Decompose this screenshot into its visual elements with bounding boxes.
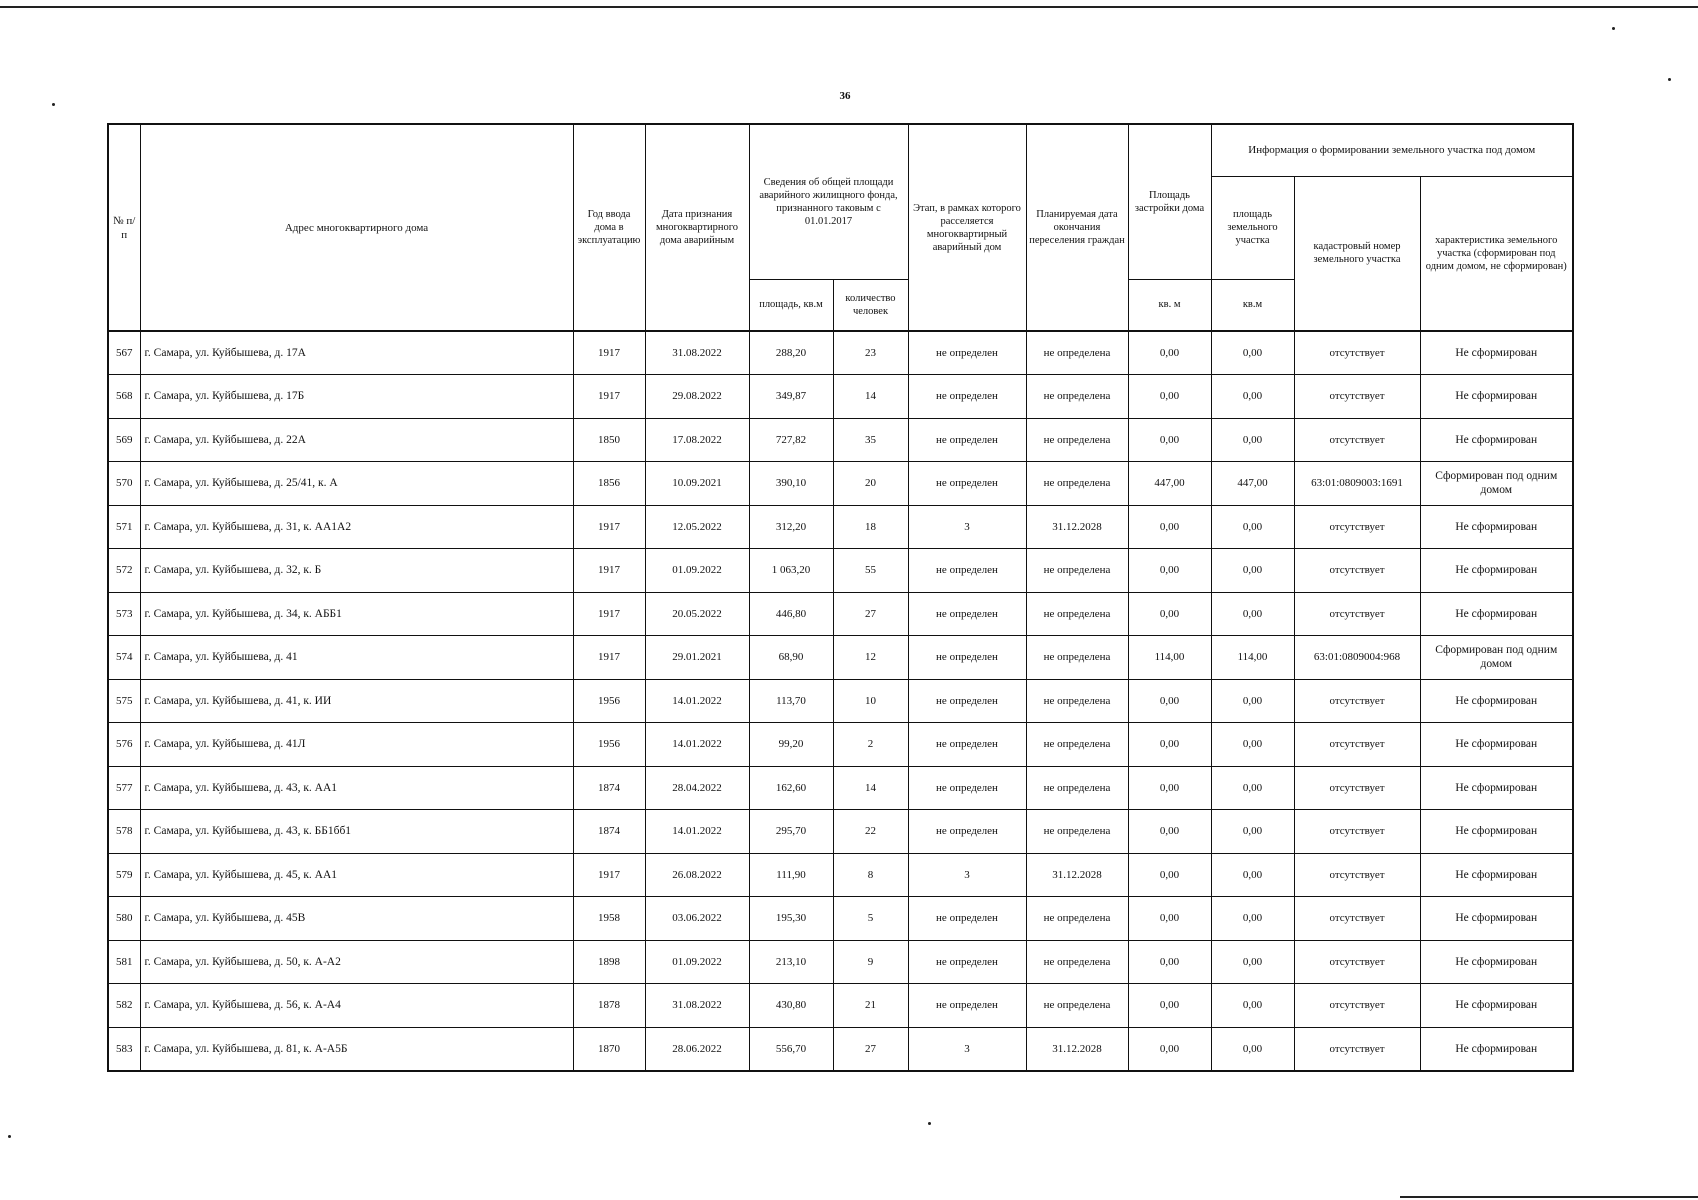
cell-build-area: 0,00 [1128, 940, 1211, 984]
cell-year: 1917 [573, 853, 645, 897]
cell-year: 1956 [573, 679, 645, 723]
cell-land-area: 0,00 [1211, 940, 1294, 984]
cell-build-area: 0,00 [1128, 810, 1211, 854]
cell-stage: не определен [908, 462, 1026, 506]
cell-address: г. Самара, ул. Куйбышева, д. 17Б [140, 375, 573, 419]
cell-planned: не определена [1026, 592, 1128, 636]
cell-stage: не определен [908, 592, 1026, 636]
scan-speck [1612, 27, 1615, 30]
cell-land-char: Не сформирован [1420, 984, 1573, 1028]
cell-people: 22 [833, 810, 908, 854]
cell-address: г. Самара, ул. Куйбышева, д. 41Л [140, 723, 573, 767]
cell-people: 18 [833, 505, 908, 549]
cell-num: 579 [108, 853, 140, 897]
cell-land-area: 0,00 [1211, 723, 1294, 767]
cell-cadastral: отсутствует [1294, 940, 1420, 984]
cell-people: 2 [833, 723, 908, 767]
cell-area: 446,80 [749, 592, 833, 636]
table-row [108, 723, 1573, 767]
scan-speck [928, 1122, 931, 1125]
cell-land-area: 0,00 [1211, 810, 1294, 854]
cell-land-area: 0,00 [1211, 679, 1294, 723]
scan-speck [52, 103, 55, 106]
cell-date: 20.05.2022 [645, 592, 749, 636]
header-emergency-fund: Сведения об общей площади аварийного жилищного фонда, признанного таковым с 01.01.2017 [749, 124, 908, 279]
cell-address: г. Самара, ул. Куйбышева, д. 43, к. ББ1бб1 [140, 810, 573, 854]
cell-land-char: Не сформирован [1420, 853, 1573, 897]
table-row [108, 592, 1573, 636]
cell-cadastral: отсутствует [1294, 375, 1420, 419]
table-body [108, 331, 1573, 1071]
cell-build-area: 0,00 [1128, 679, 1211, 723]
cell-address: г. Самара, ул. Куйбышева, д. 41, к. ИИ [140, 679, 573, 723]
cell-address: г. Самара, ул. Куйбышева, д. 25/41, к. А [140, 462, 573, 506]
cell-land-char: Не сформирован [1420, 679, 1573, 723]
table-row [108, 984, 1573, 1028]
table-row [108, 331, 1573, 375]
cell-land-area: 0,00 [1211, 766, 1294, 810]
cell-year: 1874 [573, 766, 645, 810]
header-num: № п/п [108, 124, 140, 331]
cell-num: 575 [108, 679, 140, 723]
cell-cadastral: отсутствует [1294, 897, 1420, 941]
cell-stage: не определен [908, 679, 1026, 723]
table-row [108, 505, 1573, 549]
cell-planned: не определена [1026, 418, 1128, 462]
cell-planned: не определена [1026, 766, 1128, 810]
cell-num: 573 [108, 592, 140, 636]
cell-num: 574 [108, 636, 140, 680]
header-area: площадь, кв.м [749, 279, 833, 331]
cell-date: 12.05.2022 [645, 505, 749, 549]
cell-build-area: 0,00 [1128, 505, 1211, 549]
cell-land-area: 0,00 [1211, 1027, 1294, 1071]
cell-planned: не определена [1026, 462, 1128, 506]
cell-year: 1850 [573, 418, 645, 462]
table-row [108, 375, 1573, 419]
cell-num: 583 [108, 1027, 140, 1071]
cell-land-area: 0,00 [1211, 505, 1294, 549]
table-header [108, 124, 1573, 331]
cell-cadastral: отсутствует [1294, 505, 1420, 549]
cell-year: 1917 [573, 505, 645, 549]
cell-year: 1917 [573, 331, 645, 375]
cell-date: 31.08.2022 [645, 331, 749, 375]
cell-year: 1878 [573, 984, 645, 1028]
cell-land-area: 0,00 [1211, 549, 1294, 593]
cell-year: 1874 [573, 810, 645, 854]
cell-build-area: 0,00 [1128, 723, 1211, 767]
header-planned-date: Планируемая дата окончания переселения граждан [1026, 124, 1128, 331]
cell-address: г. Самара, ул. Куйбышева, д. 81, к. А-А5Б [140, 1027, 573, 1071]
cell-land-char: Не сформирован [1420, 810, 1573, 854]
cell-cadastral: отсутствует [1294, 853, 1420, 897]
cell-planned: не определена [1026, 331, 1128, 375]
cell-land-char: Не сформирован [1420, 592, 1573, 636]
cell-year: 1856 [573, 462, 645, 506]
cell-num: 582 [108, 984, 140, 1028]
cell-cadastral: 63:01:0809003:1691 [1294, 462, 1420, 506]
cell-num: 571 [108, 505, 140, 549]
cell-area: 111,90 [749, 853, 833, 897]
cell-land-char: Не сформирован [1420, 897, 1573, 941]
cell-address: г. Самара, ул. Куйбышева, д. 50, к. А-А2 [140, 940, 573, 984]
cell-people: 9 [833, 940, 908, 984]
cell-planned: не определена [1026, 984, 1128, 1028]
cell-stage: не определен [908, 810, 1026, 854]
cell-area: 295,70 [749, 810, 833, 854]
cell-planned: не определена [1026, 723, 1128, 767]
table-row [108, 636, 1573, 680]
cell-num: 577 [108, 766, 140, 810]
cell-build-area: 0,00 [1128, 984, 1211, 1028]
cell-area: 312,20 [749, 505, 833, 549]
cell-num: 567 [108, 331, 140, 375]
cell-land-char: Не сформирован [1420, 505, 1573, 549]
cell-year: 1917 [573, 549, 645, 593]
cell-address: г. Самара, ул. Куйбышева, д. 45В [140, 897, 573, 941]
header-cadastral: кадастровый номер земельного участка [1294, 176, 1420, 331]
cell-area: 430,80 [749, 984, 833, 1028]
cell-land-area: 114,00 [1211, 636, 1294, 680]
cell-land-area: 0,00 [1211, 331, 1294, 375]
cell-land-char: Сформирован под одним домом [1420, 462, 1573, 506]
cell-land-char: Не сформирован [1420, 723, 1573, 767]
cell-stage: не определен [908, 766, 1026, 810]
cell-date: 28.06.2022 [645, 1027, 749, 1071]
cell-date: 03.06.2022 [645, 897, 749, 941]
header-land-area: площадь земельного участка [1211, 176, 1294, 279]
cell-land-area: 447,00 [1211, 462, 1294, 506]
cell-planned: не определена [1026, 810, 1128, 854]
cell-build-area: 0,00 [1128, 375, 1211, 419]
cell-land-char: Не сформирован [1420, 331, 1573, 375]
cell-people: 27 [833, 592, 908, 636]
cell-build-area: 0,00 [1128, 897, 1211, 941]
cell-cadastral: отсутствует [1294, 592, 1420, 636]
cell-land-char: Не сформирован [1420, 375, 1573, 419]
cell-date: 01.09.2022 [645, 549, 749, 593]
cell-people: 35 [833, 418, 908, 462]
cell-planned: не определена [1026, 897, 1128, 941]
header-date-recognized: Дата признания многоквартирного дома аварийным [645, 124, 749, 331]
cell-build-area: 114,00 [1128, 636, 1211, 680]
cell-date: 31.08.2022 [645, 984, 749, 1028]
table-row [108, 549, 1573, 593]
cell-year: 1958 [573, 897, 645, 941]
cell-cadastral: отсутствует [1294, 549, 1420, 593]
scan-speck [1668, 78, 1671, 81]
cell-year: 1898 [573, 940, 645, 984]
table-row [108, 810, 1573, 854]
cell-area: 288,20 [749, 331, 833, 375]
cell-people: 20 [833, 462, 908, 506]
cell-year: 1956 [573, 723, 645, 767]
cell-people: 5 [833, 897, 908, 941]
cell-address: г. Самара, ул. Куйбышева, д. 56, к. А-А4 [140, 984, 573, 1028]
cell-date: 14.01.2022 [645, 723, 749, 767]
cell-cadastral: отсутствует [1294, 679, 1420, 723]
cell-num: 568 [108, 375, 140, 419]
cell-area: 390,10 [749, 462, 833, 506]
cell-land-char: Не сформирован [1420, 940, 1573, 984]
cell-address: г. Самара, ул. Куйбышева, д. 34, к. АББ1 [140, 592, 573, 636]
cell-land-char: Не сформирован [1420, 1027, 1573, 1071]
cell-planned: не определена [1026, 375, 1128, 419]
cell-area: 727,82 [749, 418, 833, 462]
table-row [108, 940, 1573, 984]
cell-area: 162,60 [749, 766, 833, 810]
cell-stage: не определен [908, 375, 1026, 419]
cell-stage: 3 [908, 505, 1026, 549]
cell-build-area: 447,00 [1128, 462, 1211, 506]
table-row [108, 897, 1573, 941]
cell-build-area: 0,00 [1128, 418, 1211, 462]
cell-planned: 31.12.2028 [1026, 505, 1128, 549]
scan-bottom-rule [1400, 1196, 1698, 1198]
cell-cadastral: отсутствует [1294, 723, 1420, 767]
cell-land-char: Сформирован под одним домом [1420, 636, 1573, 680]
cell-stage: 3 [908, 853, 1026, 897]
cell-people: 12 [833, 636, 908, 680]
cell-date: 28.04.2022 [645, 766, 749, 810]
cell-land-char: Не сформирован [1420, 766, 1573, 810]
table-row [108, 679, 1573, 723]
cell-cadastral: 63:01:0809004:968 [1294, 636, 1420, 680]
cell-area: 99,20 [749, 723, 833, 767]
cell-build-area: 0,00 [1128, 766, 1211, 810]
cell-area: 68,90 [749, 636, 833, 680]
header-address: Адрес многоквартирного дома [140, 124, 573, 331]
cell-stage: не определен [908, 549, 1026, 593]
cell-cadastral: отсутствует [1294, 418, 1420, 462]
cell-date: 10.09.2021 [645, 462, 749, 506]
cell-stage: не определен [908, 636, 1026, 680]
cell-build-area: 0,00 [1128, 1027, 1211, 1071]
header-land-info: Информация о формировании земельного участка под домом [1211, 124, 1573, 176]
header-stage: Этап, в рамках которого расселяется многоквартирный аварийный дом [908, 124, 1026, 331]
cell-people: 21 [833, 984, 908, 1028]
cell-people: 8 [833, 853, 908, 897]
table-row [108, 462, 1573, 506]
cell-address: г. Самара, ул. Куйбышева, д. 43, к. АА1 [140, 766, 573, 810]
table-row [108, 1027, 1573, 1071]
cell-stage: 3 [908, 1027, 1026, 1071]
cell-address: г. Самара, ул. Куйбышева, д. 41 [140, 636, 573, 680]
header-land-char: характеристика земельного участка (сформирован под одним домом, не сформирован) [1420, 176, 1573, 331]
cell-build-area: 0,00 [1128, 592, 1211, 636]
cell-land-area: 0,00 [1211, 592, 1294, 636]
cell-planned: не определена [1026, 679, 1128, 723]
cell-date: 29.08.2022 [645, 375, 749, 419]
cell-address: г. Самара, ул. Куйбышева, д. 22А [140, 418, 573, 462]
cell-stage: не определен [908, 897, 1026, 941]
scan-speck [8, 1135, 11, 1138]
cell-stage: не определен [908, 418, 1026, 462]
header-people: количество человек [833, 279, 908, 331]
cell-date: 14.01.2022 [645, 679, 749, 723]
cell-year: 1917 [573, 375, 645, 419]
cell-land-area: 0,00 [1211, 853, 1294, 897]
cell-stage: не определен [908, 940, 1026, 984]
cell-planned: не определена [1026, 636, 1128, 680]
cell-num: 570 [108, 462, 140, 506]
cell-date: 14.01.2022 [645, 810, 749, 854]
table-row [108, 766, 1573, 810]
cell-cadastral: отсутствует [1294, 766, 1420, 810]
cell-num: 569 [108, 418, 140, 462]
cell-cadastral: отсутствует [1294, 984, 1420, 1028]
scan-top-rule [0, 6, 1698, 8]
cell-area: 1 063,20 [749, 549, 833, 593]
cell-planned: 31.12.2028 [1026, 1027, 1128, 1071]
header-build-area: Площадь застройки дома [1128, 124, 1211, 279]
header-unit-build: кв. м [1128, 279, 1211, 331]
cell-address: г. Самара, ул. Куйбышева, д. 32, к. Б [140, 549, 573, 593]
cell-build-area: 0,00 [1128, 549, 1211, 593]
cell-year: 1917 [573, 636, 645, 680]
cell-address: г. Самара, ул. Куйбышева, д. 45, к. АА1 [140, 853, 573, 897]
cell-people: 14 [833, 766, 908, 810]
cell-num: 572 [108, 549, 140, 593]
cell-area: 556,70 [749, 1027, 833, 1071]
cell-land-char: Не сформирован [1420, 549, 1573, 593]
cell-area: 113,70 [749, 679, 833, 723]
cell-num: 576 [108, 723, 140, 767]
cell-land-area: 0,00 [1211, 375, 1294, 419]
cell-date: 26.08.2022 [645, 853, 749, 897]
cell-date: 17.08.2022 [645, 418, 749, 462]
cell-land-char: Не сформирован [1420, 418, 1573, 462]
cell-land-area: 0,00 [1211, 897, 1294, 941]
emergency-housing-table [107, 123, 1574, 1072]
cell-area: 195,30 [749, 897, 833, 941]
cell-num: 581 [108, 940, 140, 984]
cell-people: 55 [833, 549, 908, 593]
cell-build-area: 0,00 [1128, 331, 1211, 375]
cell-land-area: 0,00 [1211, 984, 1294, 1028]
page-number: 36 [839, 90, 851, 102]
cell-num: 580 [108, 897, 140, 941]
header-year: Год ввода дома в эксплуатацию [573, 124, 645, 331]
cell-planned: не определена [1026, 549, 1128, 593]
cell-people: 23 [833, 331, 908, 375]
table-row [108, 418, 1573, 462]
cell-build-area: 0,00 [1128, 853, 1211, 897]
cell-date: 01.09.2022 [645, 940, 749, 984]
cell-date: 29.01.2021 [645, 636, 749, 680]
cell-stage: не определен [908, 331, 1026, 375]
cell-land-area: 0,00 [1211, 418, 1294, 462]
cell-area: 349,87 [749, 375, 833, 419]
cell-stage: не определен [908, 984, 1026, 1028]
cell-planned: 31.12.2028 [1026, 853, 1128, 897]
cell-stage: не определен [908, 723, 1026, 767]
cell-people: 27 [833, 1027, 908, 1071]
table-row [108, 853, 1573, 897]
header-unit-land: кв.м [1211, 279, 1294, 331]
cell-area: 213,10 [749, 940, 833, 984]
cell-planned: не определена [1026, 940, 1128, 984]
cell-address: г. Самара, ул. Куйбышева, д. 17А [140, 331, 573, 375]
cell-year: 1917 [573, 592, 645, 636]
cell-year: 1870 [573, 1027, 645, 1071]
cell-cadastral: отсутствует [1294, 810, 1420, 854]
cell-address: г. Самара, ул. Куйбышева, д. 31, к. АА1А2 [140, 505, 573, 549]
cell-cadastral: отсутствует [1294, 1027, 1420, 1071]
cell-cadastral: отсутствует [1294, 331, 1420, 375]
cell-num: 578 [108, 810, 140, 854]
cell-people: 10 [833, 679, 908, 723]
cell-people: 14 [833, 375, 908, 419]
